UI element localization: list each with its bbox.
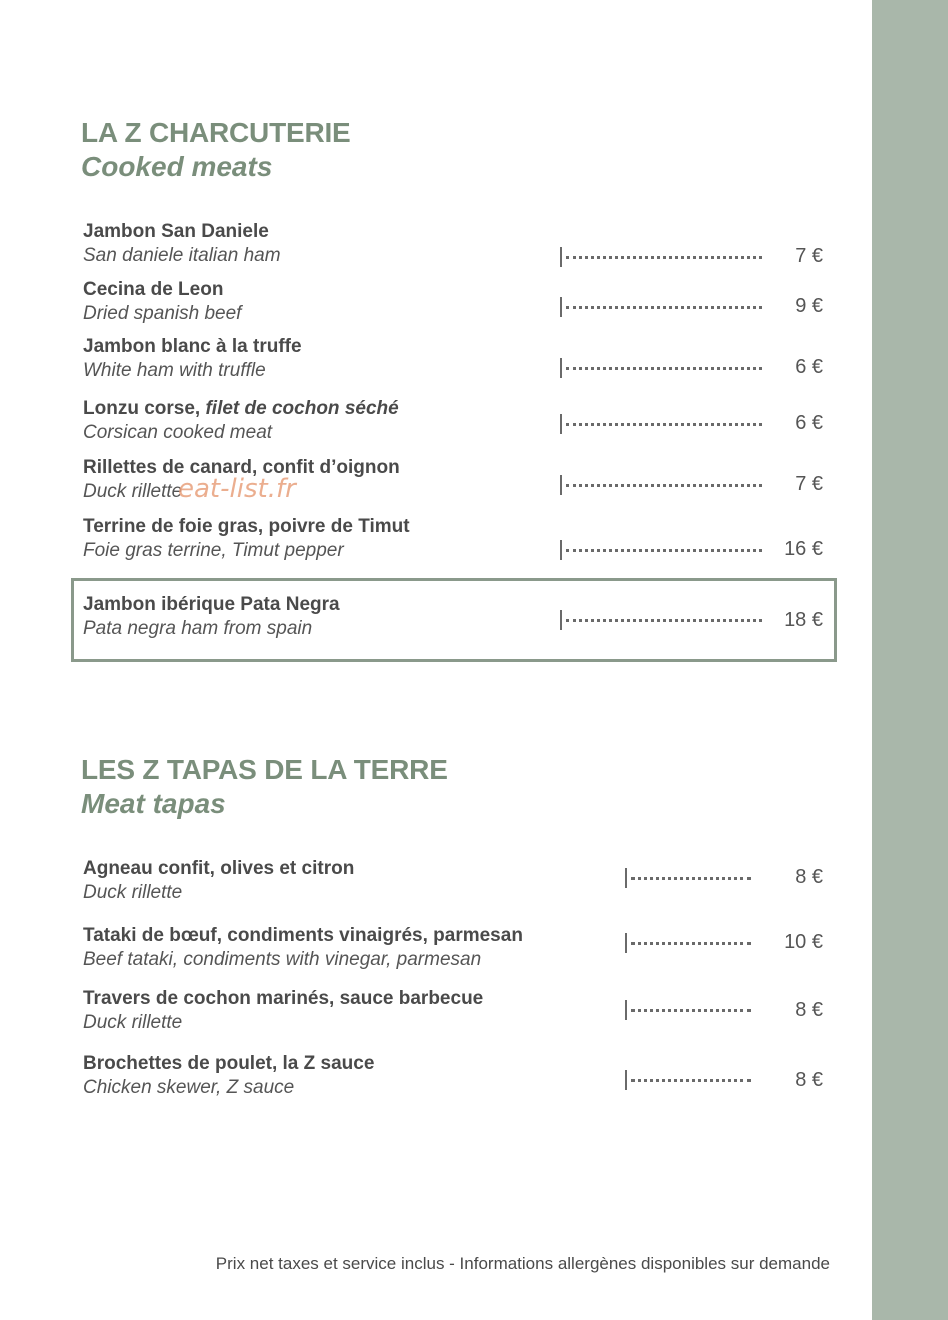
item-desc: Duck rillette [83, 882, 183, 903]
price-leader [560, 247, 762, 267]
item-desc: Chicken skewer, Z sauce [83, 1077, 295, 1098]
item-desc: Duck rillette [83, 481, 183, 502]
price-leader [560, 610, 762, 630]
item-name: Rillettes de canard, confit d’oignon [83, 457, 400, 478]
price-leader [560, 358, 762, 378]
item-price: 7 € [795, 473, 823, 495]
item-name: Terrine de foie gras, poivre de Timut [83, 516, 410, 537]
menu-item [83, 925, 843, 977]
price-leader [560, 414, 762, 434]
item-name: Tataki de bœuf, condiments vinaigrés, parmesan [83, 925, 523, 946]
section-title-charcuterie [81, 116, 351, 184]
section-title-en: Meat tapas [81, 788, 226, 819]
item-price: 6 € [795, 412, 823, 434]
section-title-tapas [81, 753, 448, 821]
footer-note: Prix net taxes et service inclus - Informations allergènes disponibles sur demande [215, 1254, 830, 1273]
item-name: Brochettes de poulet, la Z sauce [83, 1053, 375, 1074]
item-desc: Foie gras terrine, Timut pepper [83, 540, 344, 561]
item-price: 8 € [795, 999, 823, 1021]
price-leader [560, 540, 762, 560]
price-leader [625, 1070, 751, 1090]
item-price: 6 € [795, 356, 823, 378]
item-name: Travers de cochon marinés, sauce barbecue [83, 988, 484, 1009]
price-leader [560, 475, 762, 495]
item-price: 8 € [795, 1069, 823, 1091]
side-band [872, 0, 948, 1320]
section-title-fr: LA Z CHARCUTERIE [81, 117, 351, 148]
section-title-en: Cooked meats [81, 151, 273, 182]
menu-item [83, 516, 843, 568]
menu-item [83, 858, 843, 910]
item-desc: Duck rillette [83, 1012, 183, 1033]
item-price: 18 € [784, 609, 823, 631]
item-name: Jambon San Daniele [83, 221, 269, 242]
price-leader [560, 297, 762, 317]
price-leader [625, 868, 751, 888]
watermark: eat-list.fr [178, 474, 296, 504]
item-desc: Corsican cooked meat [83, 422, 273, 443]
menu-item [83, 221, 843, 273]
menu-item [83, 988, 843, 1040]
item-price: 16 € [784, 538, 823, 560]
item-desc: San daniele italian ham [83, 245, 281, 266]
menu-item-highlighted [83, 594, 843, 646]
section-title-fr: LES Z TAPAS DE LA TERRE [81, 754, 448, 785]
item-price: 9 € [795, 295, 823, 317]
item-name: Agneau confit, olives et citron [83, 858, 355, 879]
item-price: 7 € [795, 245, 823, 267]
item-desc: Dried spanish beef [83, 303, 242, 324]
menu-item [83, 398, 843, 450]
item-desc: Beef tataki, condiments with vinegar, parmesan [83, 949, 482, 970]
item-price: 10 € [784, 931, 823, 953]
item-desc: Pata negra ham from spain [83, 618, 313, 639]
menu-item [83, 1053, 843, 1105]
price-leader [625, 1000, 751, 1020]
item-name: Jambon blanc à la truffe [83, 336, 302, 357]
item-price: 8 € [795, 866, 823, 888]
item-name [83, 398, 399, 420]
item-desc: White ham with truffle [83, 360, 266, 381]
price-leader [625, 933, 751, 953]
menu-item [83, 279, 843, 331]
menu-item [83, 336, 843, 388]
item-name-main: Lonzu corse, [83, 398, 206, 419]
item-name-italic: filet de cochon séché [205, 398, 399, 419]
item-name: Jambon ibérique Pata Negra [83, 594, 340, 615]
item-name: Cecina de Leon [83, 279, 224, 300]
